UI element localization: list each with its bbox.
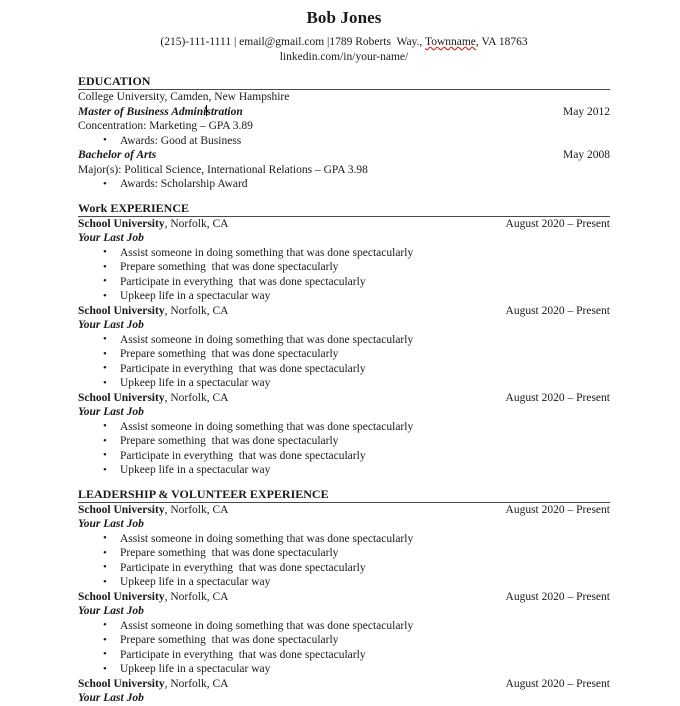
list-item: • Participate in everything that was done spectacularly bbox=[78, 561, 610, 576]
education-bullet-list bbox=[78, 134, 610, 149]
education-entry bbox=[78, 105, 610, 149]
section-education bbox=[78, 74, 610, 192]
work-entry-org: School University bbox=[78, 304, 165, 317]
work-entry-job-title: Your Last Job bbox=[78, 232, 144, 244]
document-content[interactable] bbox=[78, 0, 610, 706]
work-entry bbox=[78, 304, 610, 391]
work-entry-location: , Norfolk, CA bbox=[164, 391, 229, 404]
leadership-entry bbox=[78, 503, 610, 590]
list-item: • Assist someone in doing something that was done spectacularly bbox=[78, 420, 610, 435]
work-entry-org-location bbox=[78, 391, 228, 406]
list-item: • Participate in everything that was done spectacularly bbox=[78, 648, 610, 663]
contact-address-prefix: 1789 Roberts Way., bbox=[329, 36, 425, 48]
work-entry-bullet-list bbox=[78, 420, 610, 478]
leadership-entry-org: School University bbox=[78, 677, 165, 690]
leadership-entry bbox=[78, 590, 610, 677]
section-work-experience bbox=[78, 201, 610, 478]
leadership-entry-bullet-list bbox=[78, 532, 610, 590]
work-entry-date: August 2020 – Present bbox=[505, 391, 610, 404]
list-item: • Prepare something that was done spectacularly bbox=[78, 546, 610, 561]
work-entry-org-location bbox=[78, 304, 228, 319]
list-item: • Prepare something that was done spectacularly bbox=[78, 633, 610, 648]
list-item: • Assist someone in doing something that was done spectacularly bbox=[78, 246, 610, 261]
leadership-entry bbox=[78, 677, 610, 706]
list-item: • Awards: Scholarship Award bbox=[78, 177, 610, 192]
education-degree-detail: Concentration: Marketing – GPA 3.89 bbox=[78, 120, 253, 132]
list-item: • Prepare something that was done spectacularly bbox=[78, 434, 610, 449]
list-item: • Upkeep life in a spectacular way bbox=[78, 463, 610, 478]
leadership-entry-location: , Norfolk, CA bbox=[164, 590, 229, 603]
leadership-entry-org-location bbox=[78, 590, 228, 605]
leadership-entry-org-location bbox=[78, 677, 228, 692]
work-entry-location: , Norfolk, CA bbox=[164, 217, 229, 230]
list-item: • Assist someone in doing something that was done spectacularly bbox=[78, 532, 610, 547]
education-degree-title bbox=[78, 105, 243, 120]
list-item: • Prepare something that was done spectacularly bbox=[78, 260, 610, 275]
leadership-entry-header bbox=[78, 590, 610, 605]
contact-linkedin[interactable]: linkedin.com/in/your-name/ bbox=[279, 51, 409, 63]
education-degree-title-after-caret: stration bbox=[206, 105, 243, 118]
education-degree-row bbox=[78, 148, 610, 163]
work-entry-date: August 2020 – Present bbox=[505, 304, 610, 317]
work-entry-org: School University bbox=[78, 391, 165, 404]
leadership-entry-org-location bbox=[78, 503, 228, 518]
section-heading-work-experience: Work EXPERIENCE bbox=[78, 201, 610, 217]
work-entry-date: August 2020 – Present bbox=[505, 217, 610, 230]
contact-email: email@gmail.com bbox=[239, 36, 325, 48]
list-item: • Upkeep life in a spectacular way bbox=[78, 289, 610, 304]
work-entry-org: School University bbox=[78, 217, 165, 230]
work-entry-header bbox=[78, 391, 610, 406]
contact-address-suffix: , VA 18763 bbox=[475, 36, 528, 48]
work-entry-header bbox=[78, 304, 610, 319]
work-entry-location: , Norfolk, CA bbox=[164, 304, 229, 317]
leadership-entry-org: School University bbox=[78, 590, 165, 603]
work-entry-org-location bbox=[78, 217, 228, 232]
leadership-entry-header bbox=[78, 677, 610, 692]
leadership-entry-job-title: Your Last Job bbox=[78, 518, 144, 530]
contact-separator-2: | bbox=[324, 36, 330, 48]
section-heading-education: EDUCATION bbox=[78, 74, 610, 90]
education-degree-title-before-caret: Master of Business Admini bbox=[78, 105, 207, 118]
section-heading-leadership: LEADERSHIP & VOLUNTEER EXPERIENCE bbox=[78, 487, 610, 503]
work-entry-bullet-list bbox=[78, 246, 610, 304]
list-item: • Assist someone in doing something that was done spectacularly bbox=[78, 619, 610, 634]
education-degree-date: May 2008 bbox=[563, 149, 610, 161]
list-item: • Participate in everything that was done spectacularly bbox=[78, 449, 610, 464]
leadership-entry-job-title: Your Last Job bbox=[78, 692, 144, 704]
work-entry-job-title: Your Last Job bbox=[78, 406, 144, 418]
education-degree-date: May 2012 bbox=[563, 105, 610, 118]
contact-separator-1: | bbox=[231, 36, 240, 48]
list-item: • Awards: Good at Business bbox=[78, 134, 610, 149]
education-entry bbox=[78, 148, 610, 192]
list-item: • Upkeep life in a spectacular way bbox=[78, 376, 610, 391]
leadership-entry-bullet-list bbox=[78, 619, 610, 677]
list-item: • Participate in everything that was done spectacularly bbox=[78, 362, 610, 377]
work-entry-job-title: Your Last Job bbox=[78, 319, 144, 331]
work-entry bbox=[78, 391, 610, 478]
education-degree-title: Bachelor of Arts bbox=[78, 149, 157, 161]
leadership-entry-date: August 2020 – Present bbox=[505, 677, 610, 690]
misspelled-word-townname: Townname bbox=[424, 36, 476, 48]
list-item: • Upkeep life in a spectacular way bbox=[78, 575, 610, 590]
list-item: • Participate in everything that was done spectacularly bbox=[78, 275, 610, 290]
education-bullet-list bbox=[78, 177, 610, 192]
leadership-entry-location: , Norfolk, CA bbox=[164, 677, 229, 690]
leadership-entry-job-title: Your Last Job bbox=[78, 605, 144, 617]
education-degree-detail: Major(s): Political Science, International Relations – GPA 3.98 bbox=[78, 163, 368, 176]
leadership-entry-date: August 2020 – Present bbox=[505, 590, 610, 603]
work-entry-header bbox=[78, 217, 610, 232]
list-item: • Assist someone in doing something that was done spectacularly bbox=[78, 333, 610, 348]
leadership-entry-date: August 2020 – Present bbox=[505, 503, 610, 516]
education-degree-row bbox=[78, 105, 610, 120]
list-item: • Prepare something that was done spectacularly bbox=[78, 347, 610, 362]
work-entry-bullet-list bbox=[78, 333, 610, 391]
list-item: • Upkeep life in a spectacular way bbox=[78, 662, 610, 677]
page-title: Bob Jones bbox=[306, 8, 382, 27]
contact-line-primary bbox=[78, 35, 610, 50]
work-entry bbox=[78, 217, 610, 304]
contact-phone: (215)-111-1111 bbox=[160, 36, 232, 48]
leadership-entry-org: School University bbox=[78, 503, 165, 516]
section-leadership bbox=[78, 487, 610, 706]
leadership-entry-location: , Norfolk, CA bbox=[164, 503, 229, 516]
leadership-entry-header bbox=[78, 503, 610, 518]
education-school: College University, Camden, New Hampshire bbox=[78, 91, 290, 103]
